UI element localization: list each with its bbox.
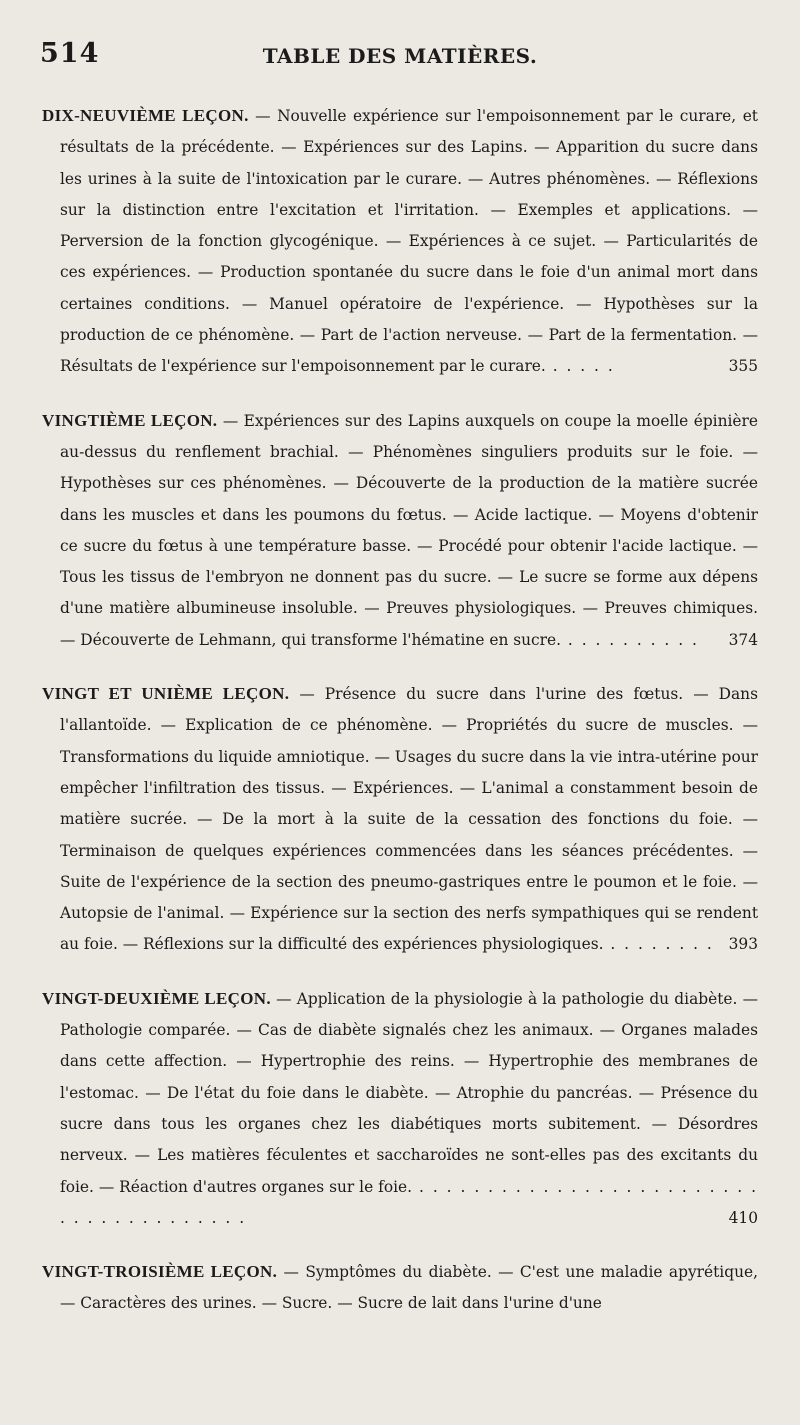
toc-entry-21 bbox=[42, 678, 758, 961]
lesson-summary: — Présence du sucre dans l'urine des fœtus. — Dans l'allantoïde. — Explication de ce phénomène. — Propriétés du sucre de muscles. — Transformations du liquide amniotique. — Usages du sucre dans la vie intra-utérine pour empêcher l'infiltration des tissus. — Expériences. — L'animal a constamment besoin de matière sucrée. — De la mort à la suite de la cessation des fonctions du foie. — Terminaison de quelques expériences commencées dans les séances précédentes. — Suite de l'expérience de la section des pneumo-gastriques entre le poumon et le foie. — Autopsie de l'animal. — Expérience sur la section des nerfs sympathiques qui se rendent au foie. — Réflexions sur la difficulté des expériences physiologiques. bbox=[60, 685, 758, 954]
toc-entry-19 bbox=[42, 100, 758, 383]
lesson-summary: — Expériences sur des Lapins auxquels on coupe la moelle épinière au-dessus du renflement brachial. — Phénomènes singuliers produits sur le foie. — Hypothèses sur ces phénomènes. — Découverte de la production de la matière sucrée dans les muscles et dans les poumons du fœtus. — Acide lactique. — Moyens d'obtenir ce sucre du fœtus à une température basse. — Procédé pour obtenir l'acide lactique. — Tous les tissus de l'embryon ne donnent pas du sucre. — Le sucre se forme aux dépens d'une matière albumineuse insoluble. — Preuves physiologiques. — Preuves chimiques. — Découverte de Lehmann, qui transforme l'hématine en sucre. bbox=[60, 411, 759, 649]
lesson-summary: — Application de la physiologie à la pathologie du diabète. — Pathologie comparée. — Cas de diabète signalés chez les animaux. — Organes malades dans cette affection. — Hypertrophie des reins. — Hypertrophie des membranes de l'estomac. — De l'état du foie dans le diabète. — Atrophie du pancréas. — Présence du sucre dans tous les organes chez les diabétiques morts subitement. — Désordres nerveux. — Les matières féculentes et saccharoïdes ne sont-elles pas des excitants du foie. — Réaction d'autres organes sur le foie. bbox=[60, 989, 758, 1196]
lesson-heading: VINGT ET UNIÈME LEÇON. bbox=[42, 684, 290, 704]
toc-entry-20 bbox=[42, 405, 758, 656]
dot-leader: . . . . . . . . bbox=[603, 935, 714, 954]
lesson-summary: — Symptômes du diabète. — C'est une maladie apyrétique, — Caractères des urines. — Sucre. — Sucre de lait dans l'urine d'une bbox=[60, 1263, 758, 1313]
dot-leader: . . . . . . . . . . bbox=[561, 630, 699, 649]
table-of-contents bbox=[42, 100, 758, 1342]
page-number: 514 bbox=[40, 38, 100, 69]
lesson-heading: DIX-NEUVIÈME LEÇON. bbox=[42, 106, 249, 125]
running-header bbox=[40, 30, 760, 80]
page-reference: 355 bbox=[728, 357, 758, 376]
dot-leader: . . . . . bbox=[545, 357, 615, 376]
page-reference: 374 bbox=[728, 630, 758, 649]
toc-entry-23 bbox=[42, 1256, 758, 1320]
lesson-heading: VINGT-DEUXIÈME LEÇON. bbox=[42, 988, 271, 1008]
page-reference: 410 bbox=[728, 1208, 758, 1227]
lesson-heading: VINGTIÈME LEÇON. bbox=[42, 410, 218, 430]
dot-leader: . . . . . . . . . . . . . . . . . . . . . . . . . . . . . . . . . . . . . . . bbox=[60, 1177, 758, 1227]
page-title: TABLE DES MATIÈRES. bbox=[262, 44, 538, 68]
lesson-heading: VINGT-TROISIÈME LEÇON. bbox=[42, 1262, 278, 1282]
page-reference: 393 bbox=[728, 935, 758, 954]
toc-entry-22 bbox=[42, 983, 758, 1234]
lesson-summary: — Nouvelle expérience sur l'empoisonnement par le curare, et résultats de la précédente. — Expériences sur des Lapins. — Apparition du sucre dans les urines à la suite de l'intoxication par le curare. — Autres phénomènes. — Réflexions sur la distinction entre l'excitation et l'irritation. — Exemples et applications. — Perversion de la fonction glycogénique. — Expériences à ce sujet. — Particularités de ces expériences. — Production spontanée du sucre dans le foie d'un animal mort dans certaines conditions. — Manuel opératoire de l'expérience. — Hypothèses sur la production de ce phénomène. — Part de l'action nerveuse. — Part de la fermentation. — Résultats de l'expérience sur l'empoisonnement par le curare. bbox=[60, 107, 758, 376]
